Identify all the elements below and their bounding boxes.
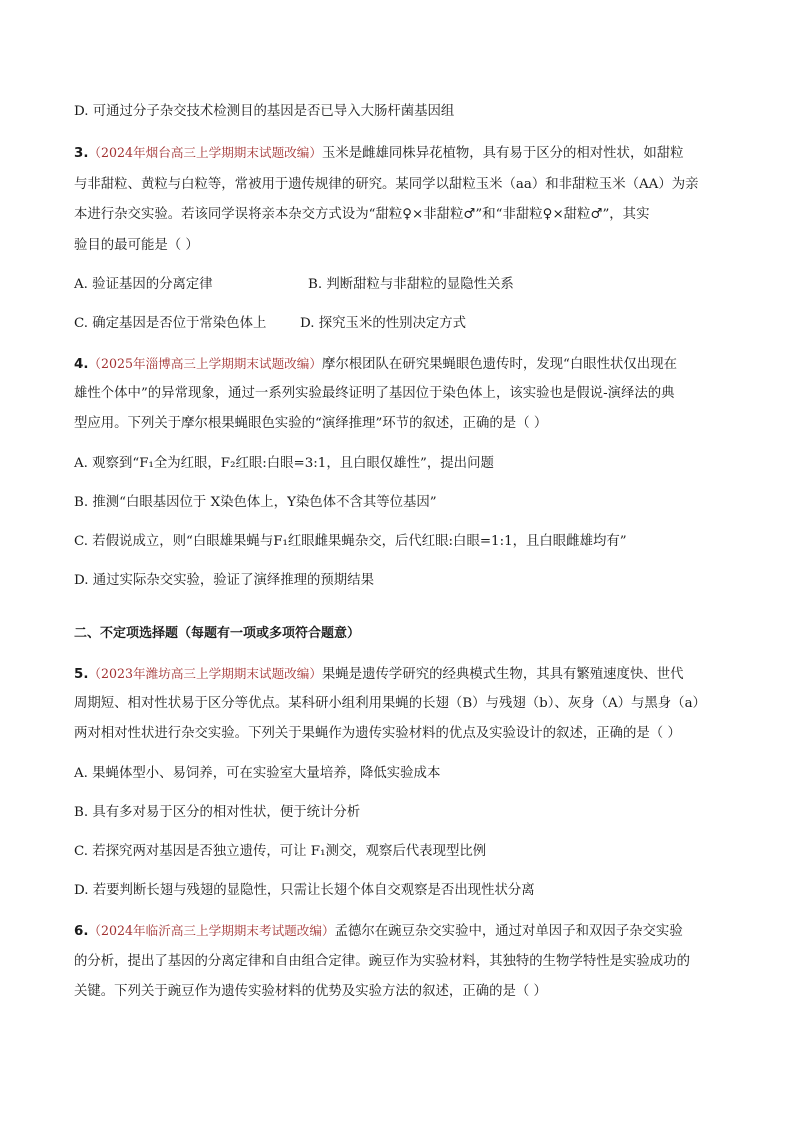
q5-option-d: D. 若要判断长翅与残翅的显隐性，只需让长翅个体自交观察是否出现性状分离 <box>74 883 535 898</box>
q4-option-d: D. 通过实际杂交实验，验证了演绎推理的预期结果 <box>74 573 374 588</box>
q4-stem-line-3: 型应用。下列关于摩尔根果蝇眼色实验的“演绎推理”环节的叙述，正确的是（ ） <box>74 416 548 431</box>
q6-stem-line-2: 的分析，提出了基因的分离定律和自由组合定律。豌豆作为实验材料，其独特的生物学特性是实验成功的 <box>74 954 690 969</box>
q4-option-c: C. 若假说成立，则“白眼雄果蝇与F₁红眼雌果蝇杂交，后代红眼:白眼=1:1，且白眼雌雄均有” <box>74 534 627 549</box>
q6-text-1: 孟德尔在豌豆杂交实验中，通过对单因子和双因子杂交实验 <box>334 924 683 939</box>
q3-stem-line-2: 与非甜粒、黄粒与白粒等，常被用于遗传规律的研究。某同学以甜粒玉米（aa）和非甜粒玉米（AA）为亲 <box>74 177 699 192</box>
q3-option-c: C. 确定基因是否位于常染色体上 <box>74 316 267 331</box>
q6-number: 6. <box>74 924 89 939</box>
q3-stem-line-1 <box>74 143 684 164</box>
q3-option-b: B. 判断甜粒与非甜粒的显隐性关系 <box>308 277 514 292</box>
section-heading: 二、不定项选择题（每题有一项或多项符合题意） <box>74 626 361 641</box>
q4-number: 4. <box>74 357 89 372</box>
q6-stem-line-3: 关键。下列关于豌豆作为遗传实验材料的优势及实验方法的叙述，正确的是（ ） <box>74 984 547 999</box>
q3-source: （2024年烟台高三上学期期末试题改编） <box>88 145 322 160</box>
q5-source: （2023年潍坊高三上学期期末试题改编） <box>88 666 322 681</box>
q6-stem-line-1 <box>74 921 683 942</box>
q3-text-1: 玉米是雌雄同株异花植物，具有易于区分的相对性状，如甜粒 <box>321 146 684 161</box>
q6-source: （2024年临沂高三上学期期末考试题改编） <box>88 923 335 938</box>
q4-text-1: 摩尔根团队在研究果蝇眼色遗传时，发现“白眼性状仅出现在 <box>321 357 677 372</box>
q2-option-d: D. 可通过分子杂交技术检测目的基因是否已导入大肠杆菌基因组 <box>74 104 455 119</box>
q4-source: （2025年淄博高三上学期期末试题改编） <box>88 356 322 371</box>
q5-number: 5. <box>74 667 89 682</box>
q5-text-1: 果蝇是遗传学研究的经典模式生物，其具有繁殖速度快、世代 <box>321 667 684 682</box>
q4-stem-line-2: 雄性个体中”的异常现象，通过一系列实验最终证明了基因位于染色体上，该实验也是假说-演绎法的典 <box>74 386 675 401</box>
q4-option-b: B. 推测“白眼基因位于 X染色体上，Y染色体不含其等位基因” <box>74 495 437 510</box>
q5-stem-line-3: 两对相对性状进行杂交实验。下列关于果蝇作为遗传实验材料的优点及实验设计的叙述，正确的是（ ） <box>74 726 681 741</box>
q3-option-d: D. 探究玉米的性别决定方式 <box>300 316 467 331</box>
q5-stem-line-2: 周期短、相对性状易于区分等优点。某科研小组利用果蝇的长翅（B）与残翅（b）、灰身（A）与黑身（a） <box>74 696 706 711</box>
q3-option-a: A. 验证基因的分离定律 <box>74 277 213 292</box>
q3-stem-line-4: 验目的最可能是（ ） <box>74 238 199 253</box>
q4-stem-line-1 <box>74 354 677 375</box>
q5-stem-line-1 <box>74 664 684 685</box>
q3-number: 3. <box>74 146 89 161</box>
q3-stem-line-3: 本进行杂交实验。若该同学误将亲本杂交方式设为“甜粒♀×非甜粒♂”和“非甜粒♀×甜粒♂”，其实 <box>74 207 650 222</box>
q4-option-a: A. 观察到“F₁全为红眼，F₂红眼:白眼=3:1，且白眼仅雄性”，提出问题 <box>74 456 494 471</box>
q5-option-a: A. 果蝇体型小、易饲养，可在实验室大量培养，降低实验成本 <box>74 766 441 781</box>
q5-option-c: C. 若探究两对基因是否独立遗传，可让 F₁测交，观察后代表现型比例 <box>74 844 487 859</box>
q5-option-b: B. 具有多对易于区分的相对性状，便于统计分析 <box>74 805 361 820</box>
